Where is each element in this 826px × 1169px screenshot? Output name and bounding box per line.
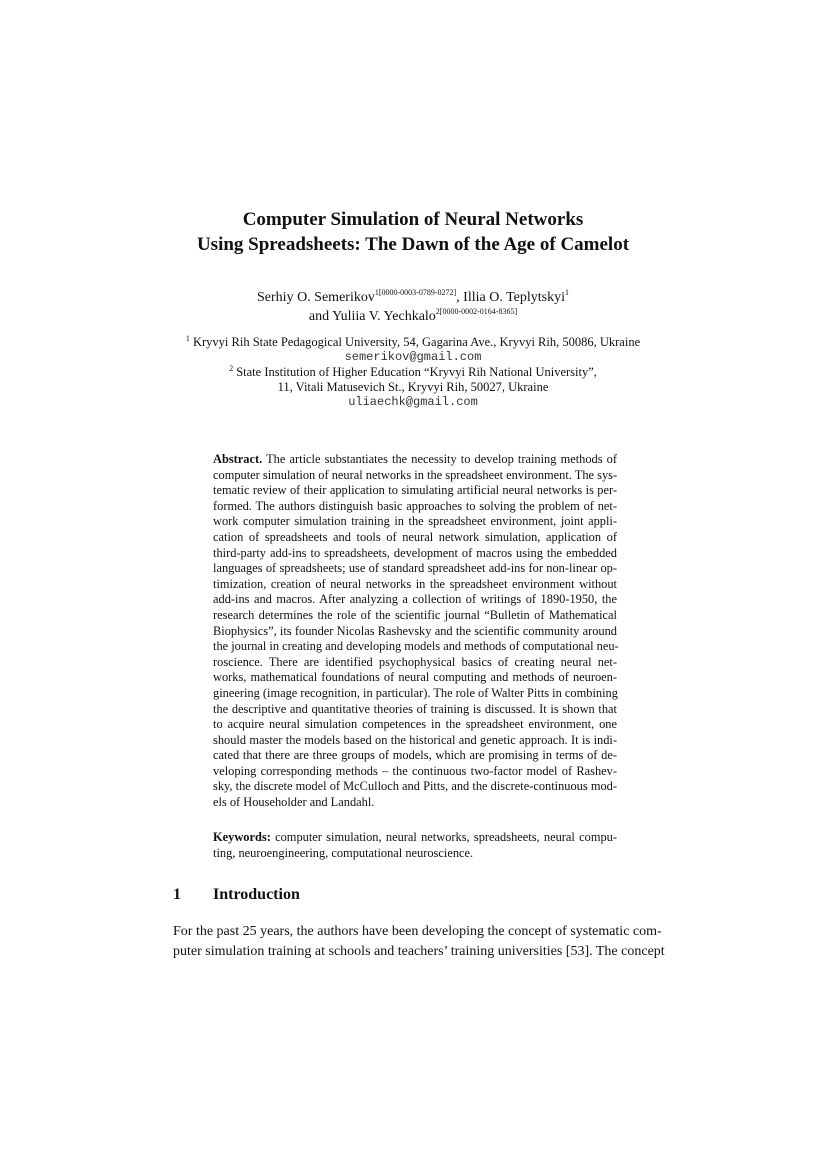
author-separator: , xyxy=(456,290,464,305)
keywords-line: ting, neuroengineering, computational neuroscience. xyxy=(213,845,474,860)
abstract-line: add-ins and macros. After analyzing a collection of writings of 1890-1950, the xyxy=(213,592,617,607)
intro-paragraph xyxy=(173,922,665,961)
abstract-line: works, mathematical foundations of neural computing and methods of neuroen- xyxy=(213,670,617,685)
intro-line: puter simulation training at schools and teachers’ training universities [53]. The concept xyxy=(173,943,665,959)
author-and: and xyxy=(308,309,333,324)
abstract-line: Abstract. The article substantiates the necessity to develop training methods of xyxy=(213,452,617,466)
abstract-label: Abstract. xyxy=(213,452,263,466)
abstract-line: the journal in creating and developing models and methods of computational neu- xyxy=(213,639,619,654)
email-2[interactable]: uliaechk@gmail.com xyxy=(348,395,478,409)
affiliation-1 xyxy=(0,335,826,350)
affiliation-2-marker: 2 xyxy=(229,364,234,373)
abstract-line: tematic review of their application to simulating artificial neural networks is per- xyxy=(213,483,617,498)
abstract xyxy=(213,452,617,811)
section-title: Introduction xyxy=(213,886,300,903)
abstract-line: research determines the role of the scientific journal “Bulletin of Mathematical xyxy=(213,607,617,622)
abstract-line: the descriptive and quantitative theories of training is discussed. It is shown that xyxy=(213,701,617,716)
author-3-name: Yuliia V. Yechkalo xyxy=(332,309,436,324)
section-number: 1 xyxy=(173,886,181,903)
abstract-line: to acquire neural simulation competences in the spreadsheet environment, one xyxy=(213,717,617,732)
affiliation-2 xyxy=(0,365,826,380)
abstract-line: formed. The authors distinguish basic approaches to solving the problem of net- xyxy=(213,498,617,513)
section-heading xyxy=(173,885,300,905)
keywords-line: Keywords: computer simulation, neural networks, spreadsheets, neural compu- xyxy=(213,830,617,844)
author-list xyxy=(0,288,826,326)
abstract-line: Biophysics”, its founder Nicolas Rashevsky and the scientific community around xyxy=(213,623,617,638)
abstract-line: third-party add-ins to spreadsheets, development of macros using the embedded xyxy=(213,545,617,560)
abstract-line: computer simulation of neural networks in the spreadsheet environment. The sys- xyxy=(213,467,618,482)
keywords-label: Keywords: xyxy=(213,830,271,844)
abstract-line: veloping corresponding methods – the continuous two-factor model of Rashev- xyxy=(213,763,617,778)
affiliation-2-text-line-2: 11, Vitali Matusevich St., Kryvyi Rih, 50027, Ukraine xyxy=(277,380,549,394)
abstract-line: els of Householder and Landahl. xyxy=(213,795,375,810)
authors-line-1 xyxy=(0,288,826,307)
abstract-line: timization, creation of neural networks in the spreadsheet environment without xyxy=(213,576,617,591)
authors-line-2 xyxy=(0,307,826,326)
affiliation-2-text-line-1: State Institution of Higher Education “Kryvyi Rih National University”, xyxy=(233,365,597,379)
author-3-orcid: 2[0000-0002-0164-8365] xyxy=(435,307,518,316)
author-1-orcid: 1[0000-0003-0789-0272] xyxy=(374,288,457,297)
abstract-line: work computer simulation training in the spreadsheet environment, joint appli- xyxy=(213,514,617,529)
abstract-line: languages of spreadsheets; use of standard spreadsheet add-ins for non-linear op- xyxy=(213,561,617,576)
title-line-2: Using Spreadsheets: The Dawn of the Age of Camelot xyxy=(196,234,630,255)
abstract-line: should master the models based on the historical and genetic approach. It is indi- xyxy=(213,732,617,747)
paper-title xyxy=(0,207,826,257)
abstract-line: sky, the discrete model of McCulloch and Pitts, and the discrete-continuous mod- xyxy=(213,779,617,794)
affiliation-1-marker: 1 xyxy=(185,334,190,343)
affiliations xyxy=(0,335,826,410)
title-line-1: Computer Simulation of Neural Networks xyxy=(242,209,584,230)
author-2-affil: 1 xyxy=(564,288,569,297)
abstract-line: roscience. There are identified psychophysical basics of creating neural net- xyxy=(213,654,617,669)
keywords xyxy=(213,830,617,861)
abstract-line: cated that there are three groups of models, which are promising in terms of de- xyxy=(213,748,617,763)
affiliation-1-text: Kryvyi Rih State Pedagogical University, 54, Gagarina Ave., Kryvyi Rih, 50086, Ukraine xyxy=(189,335,641,349)
author-1-name: Serhiy O. Semerikov xyxy=(257,290,375,305)
abstract-line: gineering (image recognition, in particular). The role of Walter Pitts in combining xyxy=(213,685,618,700)
author-2-name: Illia O. Teplytskyi xyxy=(463,290,565,305)
email-1[interactable]: semerikov@gmail.com xyxy=(344,350,482,364)
abstract-line: cation of spreadsheets and tools of neural network simulation, application of xyxy=(213,529,617,544)
intro-line: For the past 25 years, the authors have been developing the concept of systematic com- xyxy=(173,924,662,939)
